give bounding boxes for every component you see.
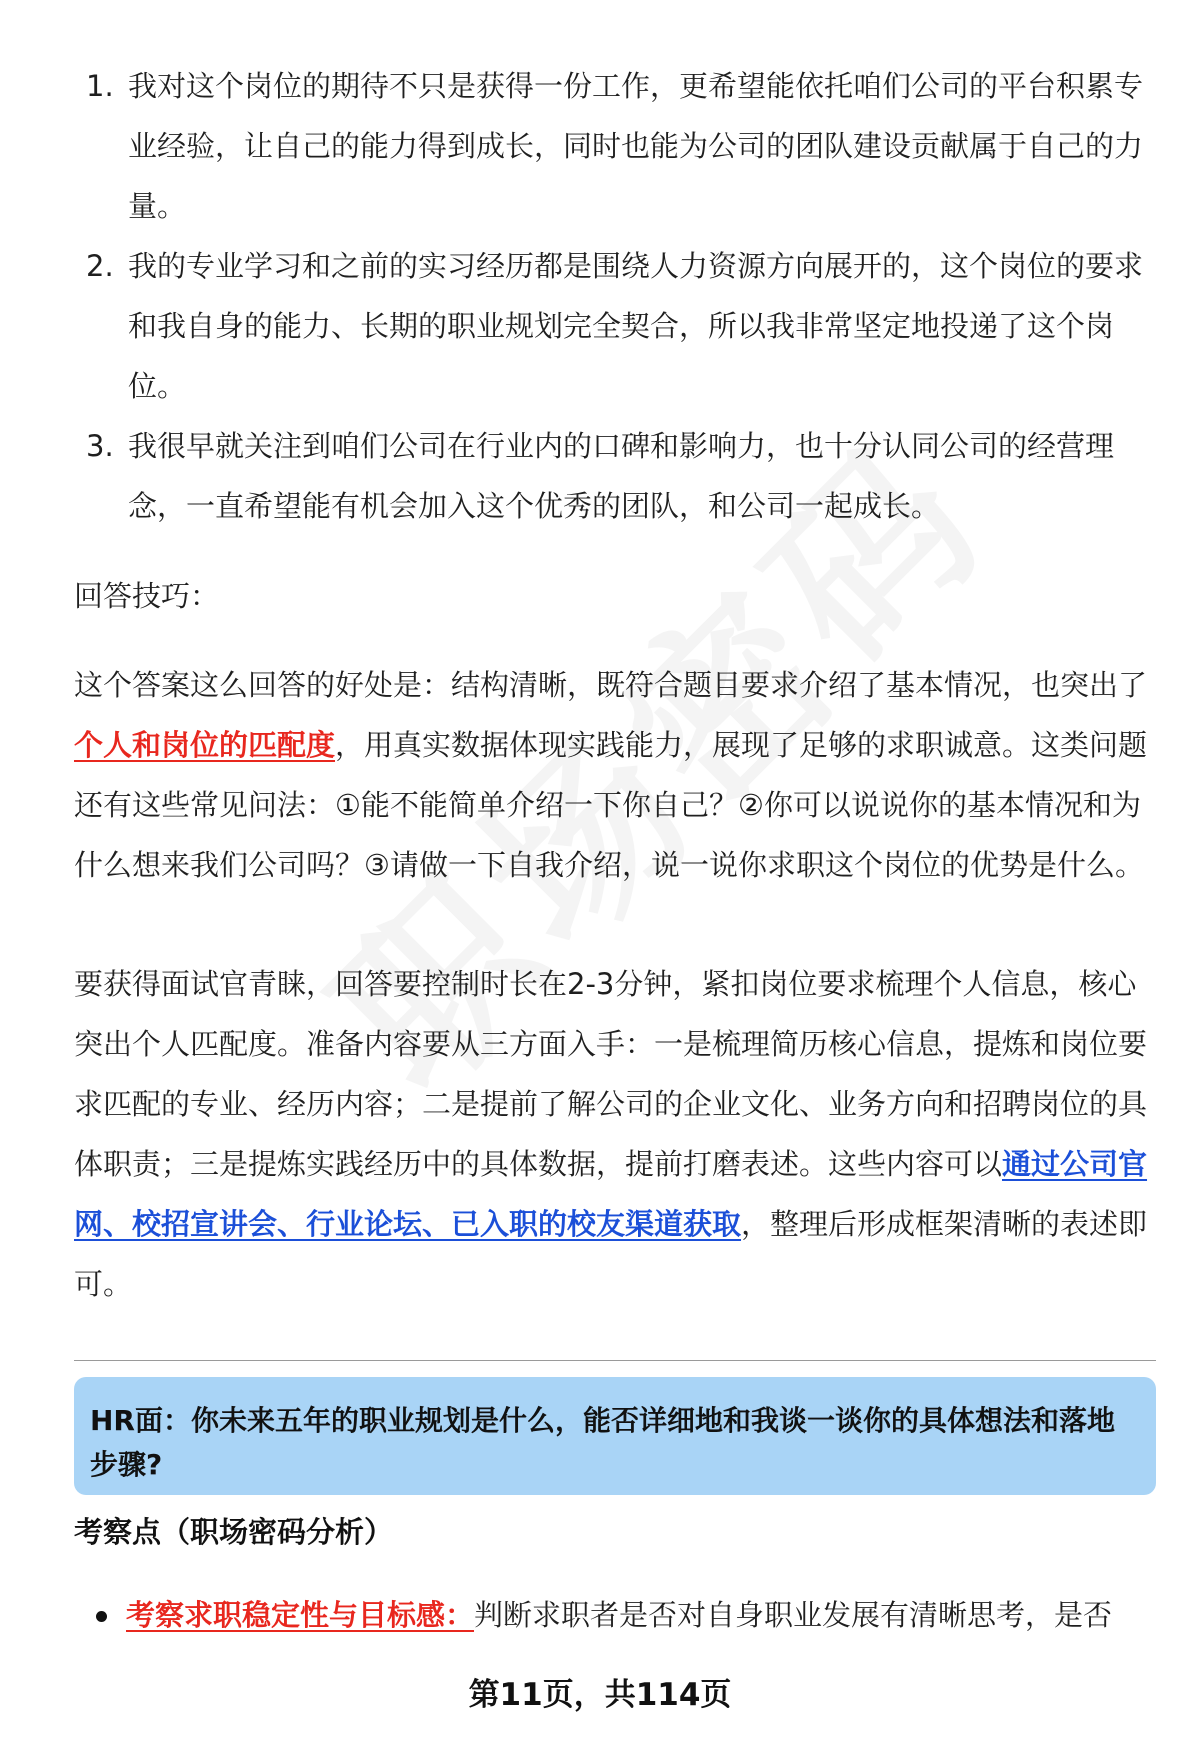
list-number: 1. xyxy=(86,69,114,103)
info-channels-link[interactable]: 通过公司官网、校招宣讲会、行业论坛、已入职的校友渠道获取 xyxy=(74,1147,1148,1241)
list-item xyxy=(76,236,1146,416)
list-item-text: 我的专业学习和之前的实习经历都是围绕人力资源方向展开的，这个岗位的要求和我自身的能力、长期的职业规划完全契合，所以我非常坚定地投递了这个岗位。 xyxy=(128,249,1144,403)
para2-text-before: 要获得面试官青睐，回答要控制时长在2-3分钟，紧扣岗位要求梳理个人信息，核心突出个人匹配度。准备内容要从三方面入手：一是梳理简历核心信息，提炼和岗位要求匹配的专业、经历内容；二是提前了解公司的企业文化、业务方向和招聘岗位的具体职责；三是提炼实践经历中的具体数据，提前打磨表述。这些内容可以 xyxy=(74,967,1148,1181)
page-number-footer: 第11页，共114页 xyxy=(468,1677,732,1713)
section-divider xyxy=(74,1360,1156,1361)
tips-paragraph-benefits xyxy=(74,655,1148,895)
match-highlight-link[interactable]: 个人和岗位的匹配度 xyxy=(74,728,336,762)
list-item-text: 我对这个岗位的期待不只是获得一份工作，更希望能依托咱们公司的平台积累专业经验，让自己的能力得到成长，同时也能为公司的团队建设贡献属于自己的力量。 xyxy=(128,69,1144,223)
list-number: 2. xyxy=(86,249,114,283)
list-item xyxy=(76,56,1146,236)
bullet-item xyxy=(74,1585,1154,1645)
answer-numbered-list xyxy=(76,56,1146,536)
hr-question-box: HR面：你未来五年的职业规划是什么，能否详细地和我谈一谈你的具体想法和落地步骤? xyxy=(74,1377,1156,1495)
section-title: 考察点（职场密码分析） xyxy=(74,1515,394,1549)
bullet-dot-icon xyxy=(96,1611,107,1622)
list-item xyxy=(76,416,1146,536)
tips-paragraph-preparation xyxy=(74,954,1148,1314)
para1-text-before: 这个答案这么回答的好处是：结构清晰，既符合题目要求介绍了基本情况，也突出了 xyxy=(74,668,1148,702)
tips-label: 回答技巧： xyxy=(74,579,220,613)
para1-text-after: ，用真实数据体现实践能力，展现了足够的求职诚意。这类问题还有这些常见问法：①能不能简单介绍一下你自己？②你可以说说你的基本情况和为什么想来我们公司吗？③请做一下自我介绍，说一说你求职这个岗位的优势是什么。 xyxy=(74,728,1148,882)
stability-highlight-link[interactable]: 考察求职稳定性与目标感： xyxy=(126,1598,475,1632)
list-number: 3. xyxy=(86,429,114,463)
bullet-text: 判断求职者是否对自身职业发展有清晰思考，是否 xyxy=(474,1598,1113,1632)
para2-text-after: ，整理后形成框架清晰的表述即可。 xyxy=(74,1207,1148,1301)
list-item-text: 我很早就关注到咱们公司在行业内的口碑和影响力，也十分认同公司的经营理念，一直希望能有机会加入这个优秀的团队，和公司一起成长。 xyxy=(128,429,1115,523)
